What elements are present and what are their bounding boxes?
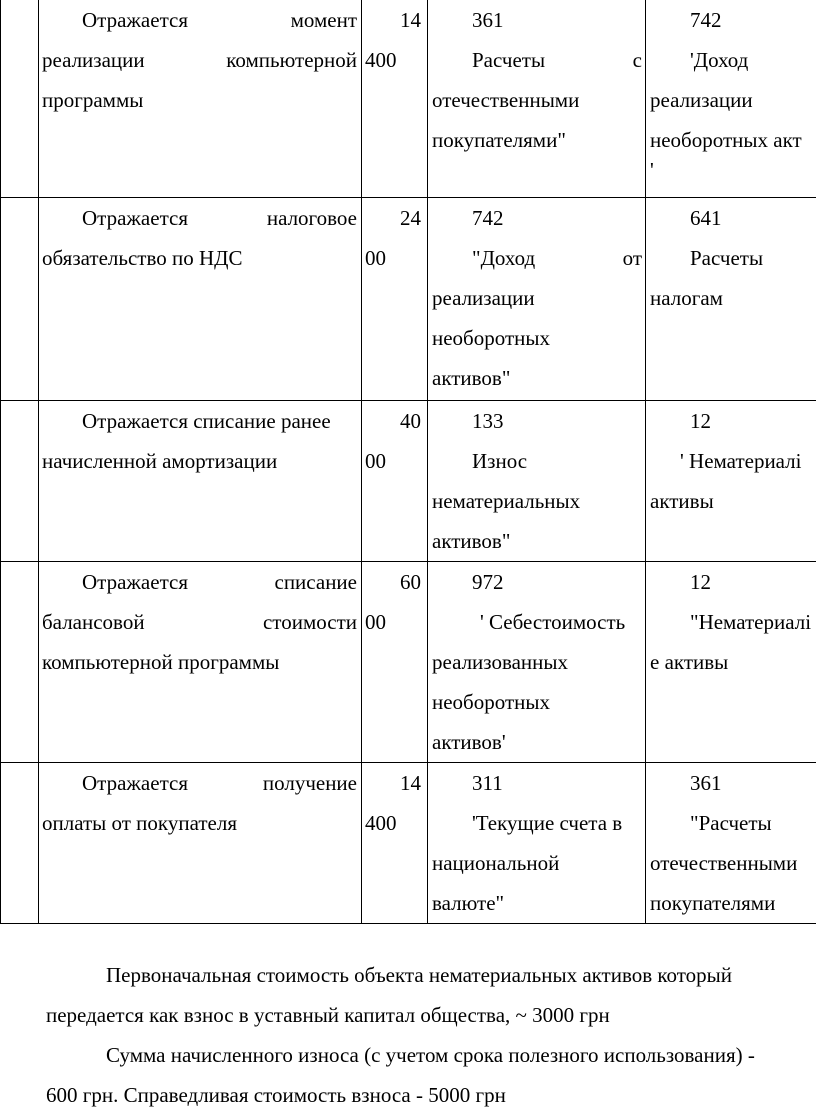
- paragraph-depreciation: Сумма начисленного износа (с учетом срока полезного использования) - 600 грн. Справедливая стоимость взноса - 5000 грн: [46, 1043, 755, 1107]
- debit-account: 361 Расчеты с отечественными покупателями": [432, 8, 642, 152]
- amount: 60 00: [365, 570, 421, 634]
- amount: 40 00: [365, 409, 421, 473]
- operation-description: Отражается получение оплаты от покупателя: [42, 771, 357, 835]
- amount: 24 00: [365, 206, 421, 270]
- amount: 14 400: [365, 771, 421, 835]
- operation-description: Отражается налоговое обязательство по НДС: [42, 206, 357, 270]
- credit-account: 361 "Расчеты отечественными покупателями: [650, 771, 798, 915]
- table-row: [0, 401, 816, 562]
- operation-description: Отражается списание ранее начисленной амортизации: [42, 409, 331, 473]
- debit-account: 311 'Текущие счета в национальной валюте": [432, 771, 623, 915]
- credit-account: 641 Расчеты налогам: [650, 206, 764, 310]
- table-row: [0, 562, 816, 763]
- debit-account: 133 Износ нематериальных активов": [432, 409, 581, 553]
- credit-account: 12 "Нематериалі е активы: [650, 570, 812, 674]
- credit-account: 12 ' Нематериалі активы: [650, 409, 802, 513]
- amount: 14 400: [365, 8, 421, 72]
- debit-account: 972 ' Себестоимость реализованных необоротных активов': [432, 570, 626, 754]
- credit-account: 742 'Доход реализации необоротных акт ': [650, 8, 802, 182]
- table-row: [0, 0, 816, 198]
- paragraph-initial-cost: Первоначальная стоимость объекта нематериальных активов который передается как взнос в уставный капитал общества, ~ 3000 грн: [46, 963, 733, 1027]
- operation-description: Отражается момент реализации компьютерной программы: [42, 8, 357, 112]
- debit-account: 742 "Доход от реализации необоротных активов": [432, 206, 642, 390]
- table-row: [0, 198, 816, 401]
- operation-description: Отражается списание балансовой стоимости компьютерной программы: [42, 570, 357, 674]
- table-row: [0, 763, 816, 924]
